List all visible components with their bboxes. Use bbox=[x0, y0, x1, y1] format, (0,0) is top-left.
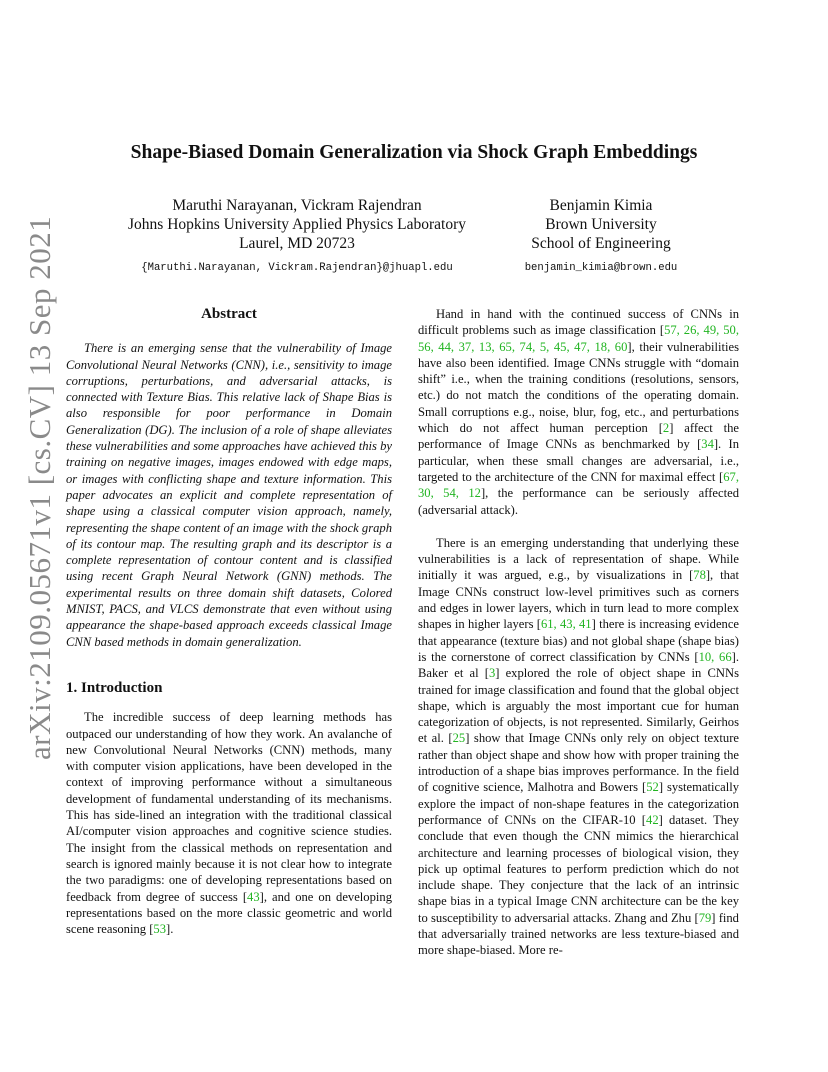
citation-link[interactable]: 42 bbox=[646, 812, 659, 827]
paragraph-text: ], the performance can be seriously affected (adversarial attack). bbox=[418, 486, 739, 517]
abstract-text: There is an emerging sense that the vulnerability of Image Convolutional Neural Networks (CNN), i.e., sensitivity to image corruptions, perturbations, and adversarial attacks, is connected with Texture Bias. This relative lack of Shape Bias is also responsible for poor performance in Domain Generalization (DG). The inclusion of a role of shape alleviates these vulnerabilities and some approaches have achieved this by training on negative images, images endowed with edge maps, or images with conflicting shape and texture information. This paper advocates an explicit and complete representation of shape using a classical computer vision approach, namely, representing the shape content of an image with the shock graph of its contour map. The resulting graph and its descriptor is a complete representation of contour content and is classified using recent Graph Neural Network (GNN) methods. The experimental results on three domain shift datasets, Colored MNIST, PACS, and VLCS demonstrate that even without using appearance the shape-based approach exceeds classical Image CNN based methods in domain generalization. bbox=[66, 341, 392, 649]
intro-paragraph-3 bbox=[418, 535, 739, 959]
paragraph-text: ], their vulnerabilities have also been identified. Image CNNs struggle with “domain shift” i.e., when the training conditions (resolutions, sensors, etc.) do not match the conditions of the operating domain. Small corruptions e.g., noise, blur, fog, etc., and perturbations which do not affect human perception [ bbox=[418, 339, 740, 436]
citation-link[interactable]: 25 bbox=[452, 731, 466, 746]
paragraph-text: Hand in hand with the continued success of CNNs in difficult problems such as image classification [ bbox=[418, 307, 739, 338]
intro-paragraph-1 bbox=[66, 709, 392, 937]
citation-link[interactable]: 10, 66 bbox=[698, 649, 732, 664]
citation-link[interactable]: 43 bbox=[247, 889, 260, 904]
author-block-right bbox=[508, 196, 694, 278]
author-address: Laurel, MD 20723 bbox=[239, 235, 355, 252]
paragraph-text: There is an emerging understanding that underlying these vulnerabilities is a lack of representation of shape. While initially it was argued, e.g., by visualizations in [ bbox=[418, 535, 739, 583]
citation-link[interactable]: 53 bbox=[153, 922, 167, 937]
paragraph-text: ], that Image CNNs construct low-level primitives such as corners and edges in lower layers, which in turn lead to more complex shapes in higher layers [ bbox=[418, 568, 739, 632]
paragraph-text: ] show that Image CNNs only rely on object texture rather than object shape and show how with proper training the introduction of a shape bias improves performance. In the field of cognitive science, Malhotra and Bowers [ bbox=[418, 731, 739, 795]
author-names: Maruthi Narayanan, Vickram Rajendran bbox=[172, 197, 422, 214]
citation-link[interactable]: 67, 30, 54, 12 bbox=[418, 469, 739, 501]
paragraph-text: ] there is increasing evidence that appearance (texture bias) and not global shape (shape bias) is the cornerstone of correct classification by CNNs [ bbox=[418, 617, 740, 664]
author-affiliation: Johns Hopkins University Applied Physics Laboratory bbox=[128, 216, 466, 233]
paragraph-text: ] explored the role of object shape in CNNs trained for image classification and found that the global object shape, which is arguably the most important cue for human categorization of objects, is not represented. Similarly, Geirhos et al. [ bbox=[418, 666, 739, 746]
paragraph-text: ] find that adversarially trained networks are less texture-biased and more shape-biased. More re- bbox=[418, 910, 739, 958]
citation-link[interactable]: 34 bbox=[701, 437, 714, 452]
paragraph-text: ] systematically explore the impact of non-shape features in the categorization performance of CNNs on the CIFAR-10 [ bbox=[418, 780, 740, 827]
paragraph-text: ], and one on developing representations based on the more classic geometric and world scene reasoning [ bbox=[66, 889, 392, 937]
paragraph-text: The incredible success of deep learning methods has outpaced our understanding of how they work. An avalanche of new Convolutional Neural Networks (CNN) methods, many with computer vision applications, have been developed in the context of improving performance without a simultaneous development of fundamental understanding of its mechanisms. This has side-lined an integration with the traditional classical AI/computer vision approaches and cognitive science studies. The insight from the classical methods on representation and search is ignored mainly because it is not clear how to integrate the two paradigms: one of developing representations based on feedback from degree of success [ bbox=[66, 710, 392, 904]
author-name: Benjamin Kimia bbox=[549, 197, 653, 214]
right-column bbox=[418, 306, 739, 959]
author-school: School of Engineering bbox=[531, 235, 671, 252]
citation-link[interactable]: 3 bbox=[488, 666, 496, 681]
citation-link[interactable]: 61, 43, 41 bbox=[540, 617, 592, 632]
citation-link[interactable]: 79 bbox=[698, 910, 712, 925]
paragraph-text: ]. bbox=[166, 922, 174, 937]
paper-title: Shape-Biased Domain Generalization via Shock Graph Embeddings bbox=[130, 142, 698, 163]
author-affiliation: Brown University bbox=[545, 216, 657, 233]
citation-link[interactable]: 78 bbox=[693, 568, 706, 583]
citation-link[interactable]: 2 bbox=[662, 421, 670, 436]
abstract-heading: Abstract bbox=[201, 306, 257, 322]
paragraph-text: ] dataset. They conclude that even though the CNN mimics the hierarchical architecture and learning processes of biological vision, they pick up optimal features to perform prediction which do not include shape. They conjecture that the lack of an intrinsic shape bias in a typical Image CNN architecture can be the key to susceptibility to adversarial attacks. Zhang and Zhu [ bbox=[418, 812, 739, 925]
intro-paragraph-2 bbox=[418, 306, 739, 518]
left-column bbox=[66, 306, 392, 937]
author-email: benjamin_kimia@brown.edu bbox=[524, 262, 678, 274]
paragraph-text: ] affect the performance of Image CNNs as benchmarked by [ bbox=[418, 421, 739, 452]
citation-link[interactable]: 52 bbox=[646, 780, 659, 795]
section-heading-introduction: 1. Introduction bbox=[66, 679, 163, 696]
arxiv-identifier: arXiv:2109.05671v1 [cs.CV] 13 Sep 2021 bbox=[22, 215, 57, 760]
author-block-left bbox=[118, 196, 476, 278]
paragraph-text: ]. Baker et al [ bbox=[418, 649, 739, 681]
author-email: {Maruthi.Narayanan, Vickram.Rajendran}@jhuapl.edu bbox=[141, 262, 453, 274]
paragraph-text: ]. In particular, when these small changes are adversarial, i.e., targeted to the architecture of the CNN for maximal effect [ bbox=[418, 437, 739, 484]
citation-link[interactable]: 57, 26, 49, 50, 56, 44, 37, 13, 65, 74, 5, 45, 47, 18, 60 bbox=[418, 323, 739, 354]
